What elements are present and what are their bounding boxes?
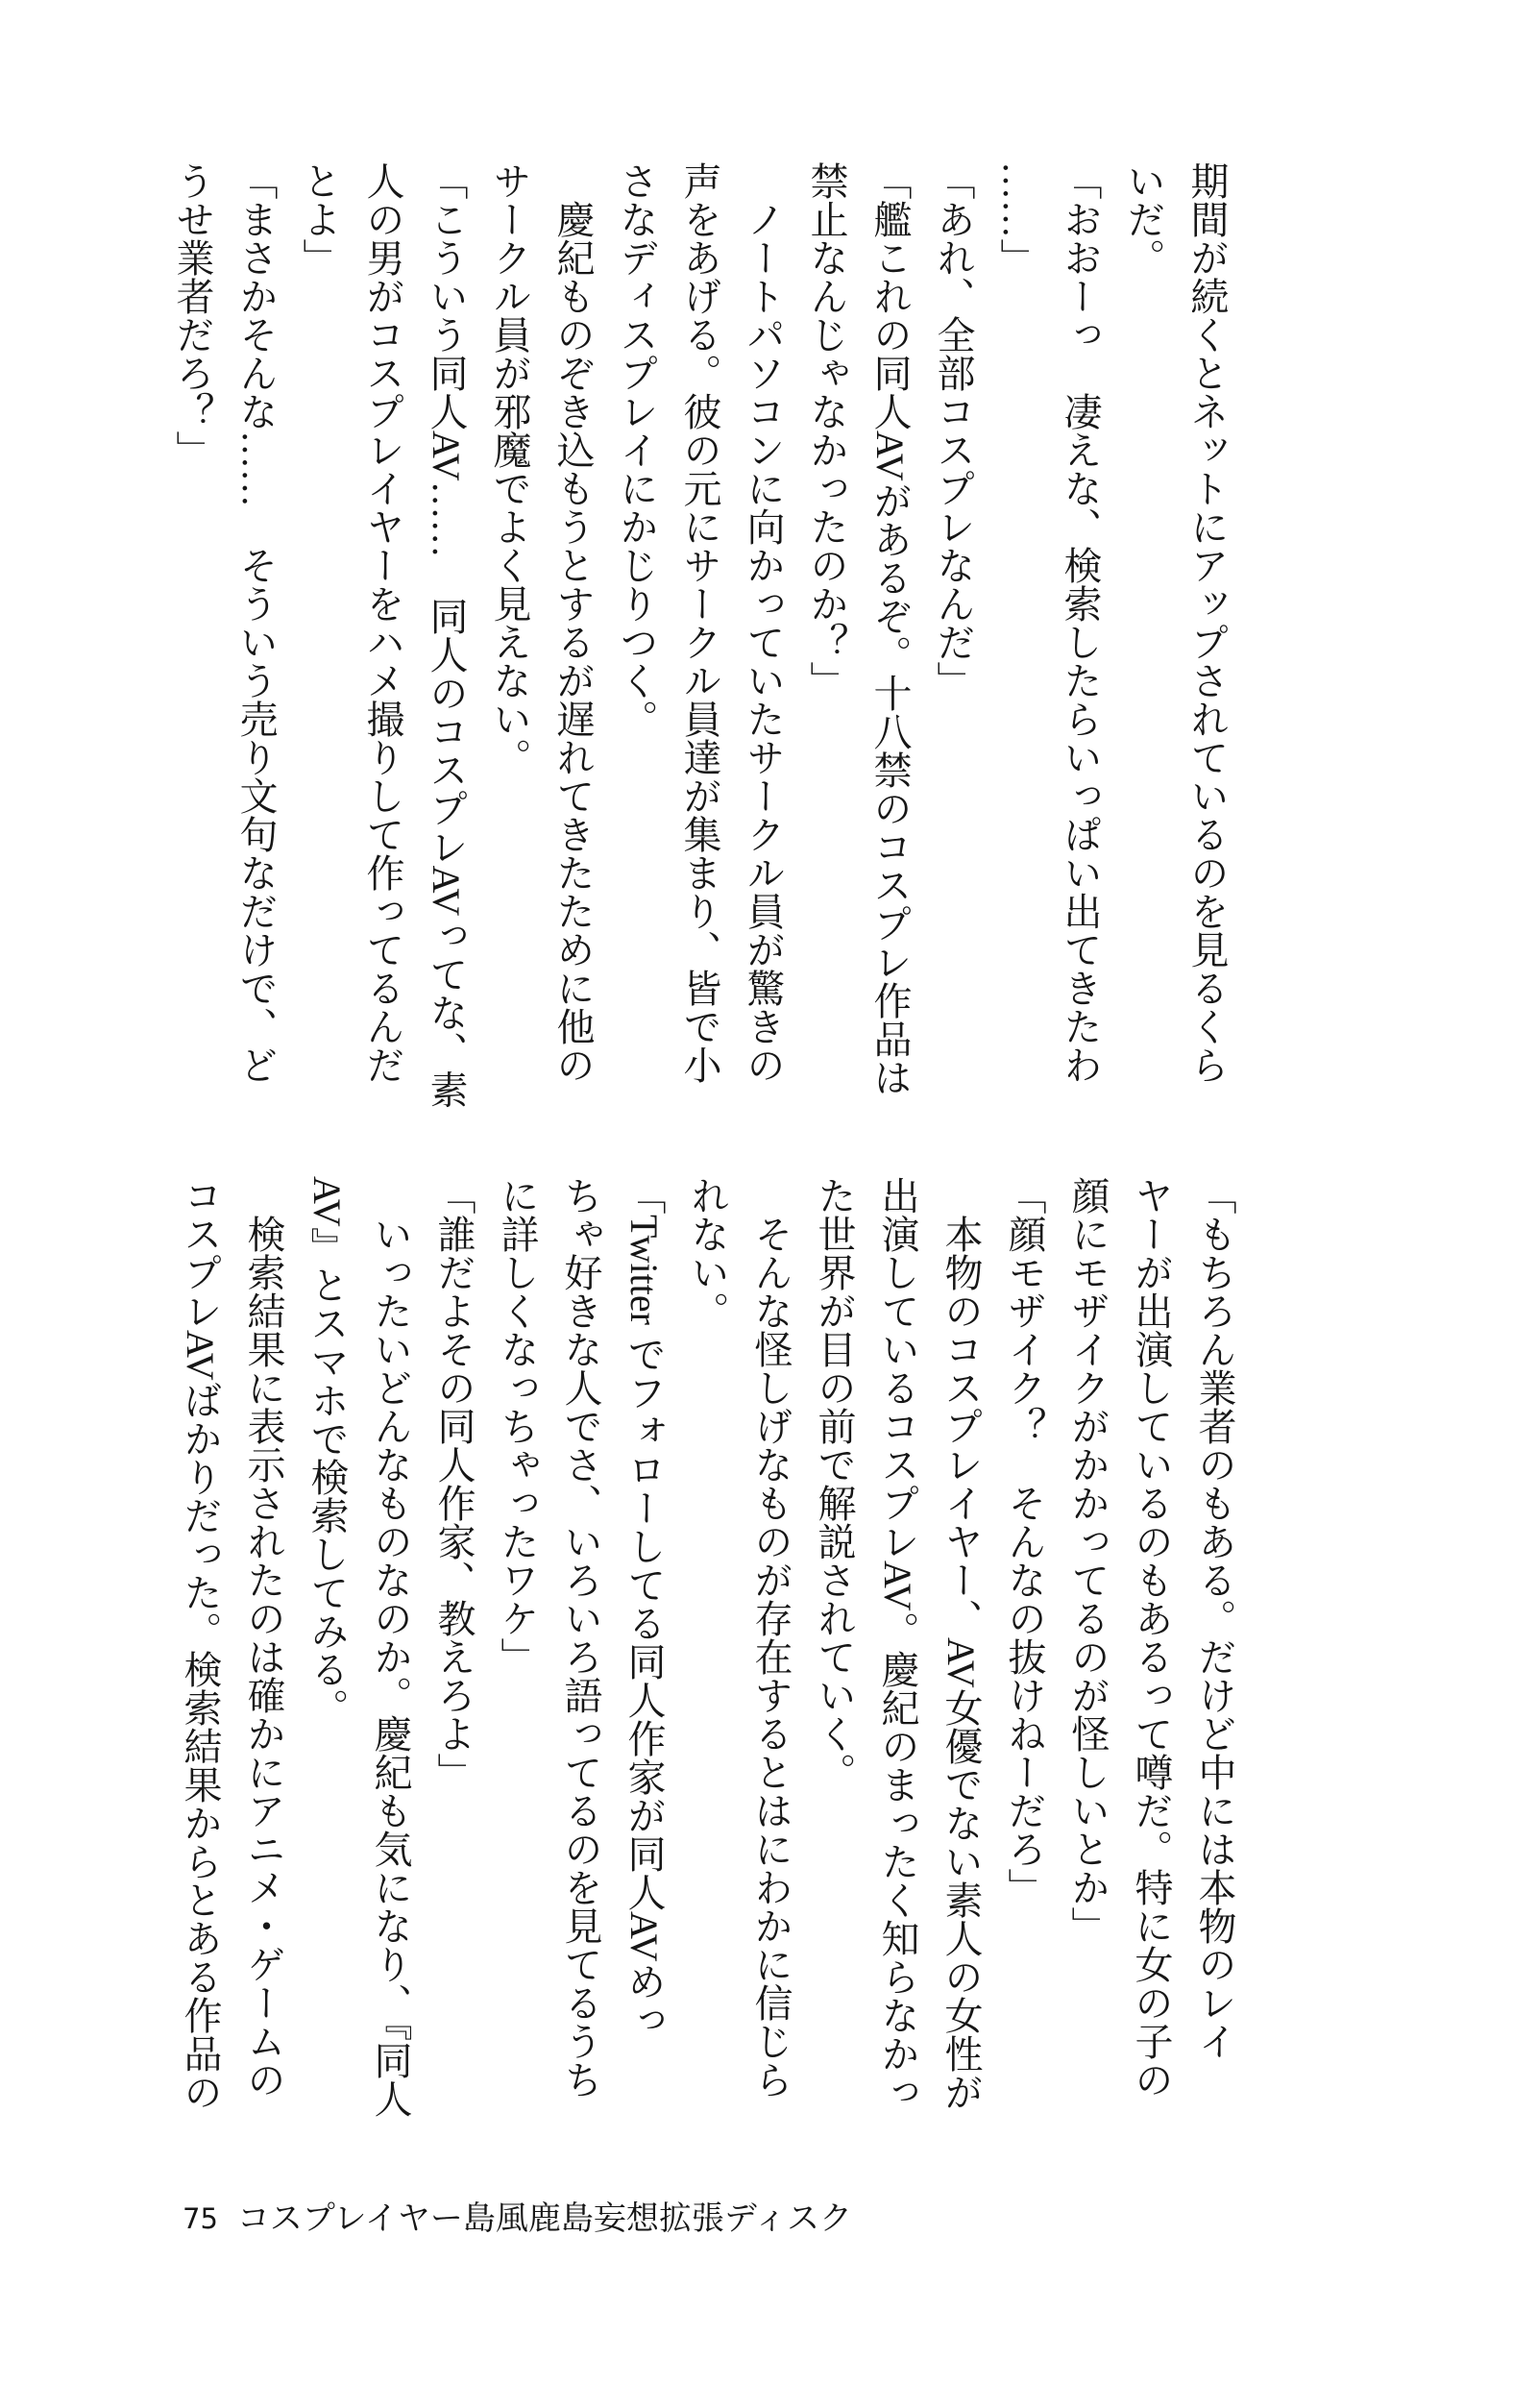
page-footer (183, 2199, 852, 2237)
text-column: た世界が目の前で解説されていく。 (813, 1176, 856, 1791)
text-column: いったいどんなものなのか。慶紀も気になり、『同人 (369, 1176, 412, 2118)
text-column: ヤーが出演しているのもあるって噂だ。特に女の子の (1130, 1176, 1173, 2099)
page-number: 75 (183, 2201, 218, 2235)
text-column: 人の男がコスプレイヤーをハメ撮りして作ってるんだ (361, 161, 404, 1084)
lower-text-block (168, 1176, 1246, 2137)
text-column: AV』とスマホで検索してみる。 (305, 1176, 349, 1727)
text-column: ちゃ好きな人でさ、いろいろ語ってるのを見てるうち (559, 1176, 602, 2099)
text-column: 「こういう同人AV…… 同人のコスプレAVってな、素 (425, 161, 468, 1109)
text-column: ……」 (995, 161, 1038, 277)
text-column: 「顔モザイク？ そんなの抜けねーだろ」 (1003, 1176, 1046, 1906)
text-column: 禁止なんじゃなかったのか？」 (805, 161, 848, 700)
text-column: 本物のコスプレイヤー、AV女優でない素人の女性が (939, 1176, 983, 2111)
text-column: れない。 (686, 1176, 729, 1330)
text-column: 「もちろん業者のもある。だけど中には本物のレイ (1193, 1176, 1236, 2060)
text-column: 「あれ、全部コスプレなんだ」 (932, 161, 975, 700)
text-column: 「まさかそんな…… そういう売り文句なだけで、ど (234, 161, 278, 1084)
text-column: 顔にモザイクがかかってるのが怪しいとか」 (1066, 1176, 1110, 1945)
upper-text-block (160, 161, 1238, 1122)
text-column: サークル員が邪魔でよく見えない。 (488, 161, 531, 776)
text-column: 声をあげる。彼の元にサークル員達が集まり、皆で小 (678, 161, 721, 1084)
text-column: うせ業者だろ？」 (171, 161, 214, 469)
text-column: いだ。 (1122, 161, 1165, 277)
text-column: に詳しくなっちゃったワケ」 (496, 1176, 539, 1676)
text-column: 「艦これの同人AVがあるぞ。十八禁のコスプレ作品は (868, 161, 912, 1096)
running-title: コスプレイヤー島風鹿島妄想拡張ディスク (236, 2199, 853, 2238)
text-column: 検索結果に表示されたのは確かにアニメ・ゲームの (242, 1176, 285, 2099)
text-column: 出演しているコスプレAV。慶紀のまったく知らなかっ (876, 1176, 919, 2111)
text-column: 「誰だよその同人作家、教えろよ」 (432, 1176, 476, 1791)
text-column: コスプレAVばかりだった。検索結果からとある作品の (179, 1176, 222, 2111)
text-column: 期間が続くとネットにアップされているのを見るくら (1185, 161, 1229, 1084)
text-column: そんな怪しげなものが存在するとはにわかに信じら (749, 1176, 793, 2099)
text-column: とよ」 (298, 161, 341, 277)
text-column: さなディスプレイにかじりつく。 (615, 161, 658, 738)
text-column: 「Twitter でフォローしてる同人作家が同人AVめっ (622, 1176, 666, 2039)
text-column: 「おおーっ 凄えな、検索したらいっぱい出てきたわ (1059, 161, 1102, 1084)
text-column: 慶紀ものぞき込もうとするが遅れてきたために他の (551, 161, 595, 1084)
text-column: ノートパソコンに向かっていたサークル員が驚きの (742, 161, 785, 1084)
